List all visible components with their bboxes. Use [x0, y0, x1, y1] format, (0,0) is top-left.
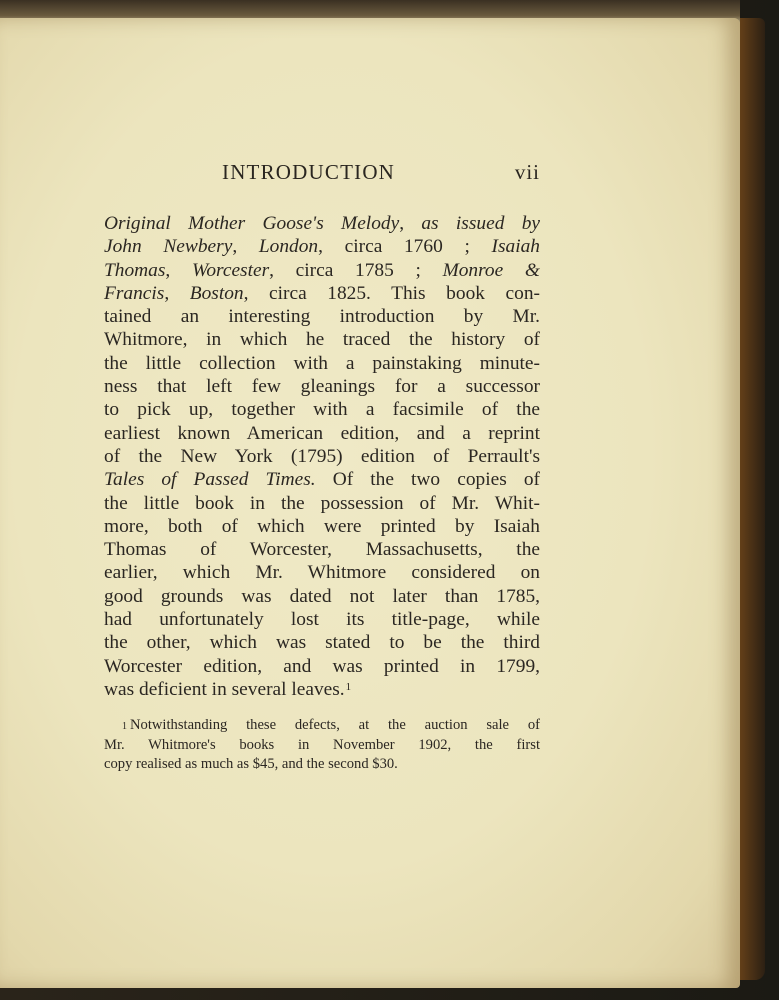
body-paragraph	[104, 212, 540, 701]
text-segment: the little collection with a painstaking minute-	[104, 352, 540, 374]
text-line	[104, 655, 540, 678]
text-segment: to pick up, together with a facsimile of the	[104, 399, 540, 421]
text-segment: earliest known American edition, and a reprint	[104, 422, 540, 444]
text-segment: the little book in the possession of Mr. Whit-	[104, 492, 540, 514]
text-segment: Thomas of Worcester, Massachusetts, the	[104, 539, 540, 561]
text-segment: earlier, which Mr. Whitmore considered on	[104, 562, 540, 584]
italic-text: John Newbery	[104, 236, 233, 258]
italic-text: Original Mother Goose's Melody	[104, 213, 400, 234]
text-segment: ,	[399, 213, 422, 234]
italic-text: Monroe &	[442, 259, 540, 281]
text-line	[104, 631, 540, 654]
text-line	[104, 282, 540, 305]
text-segment: was deficient in several leaves.	[104, 678, 345, 700]
text-line	[104, 468, 540, 491]
text-segment: the other, which was stated to be the third	[104, 632, 540, 654]
italic-text: Tales of Passed Times.	[104, 469, 316, 491]
text-segment: had unfortunately lost its title-page, while	[104, 609, 540, 631]
text-segment: ,	[165, 259, 192, 281]
text-line	[104, 328, 540, 351]
text-line	[104, 375, 540, 398]
footnote-text: copy realised as much as $45, and the second $30.	[104, 756, 398, 772]
footnote	[104, 716, 540, 775]
italic-text: Francis	[104, 282, 165, 304]
text-segment: Worcester edition, and was printed in 1799,	[104, 655, 540, 677]
footnote-text: Notwithstanding these defects, at the auction sale of	[130, 717, 540, 733]
text-segment: ness that left few gleanings for a successor	[104, 376, 540, 398]
text-segment: tained an interesting introduction by Mr.	[104, 306, 540, 328]
footnote-line	[104, 736, 540, 756]
text-line	[104, 561, 540, 584]
text-segment: Of the two copies of	[315, 469, 540, 491]
text-line	[104, 235, 540, 258]
text-segment: of the New York (1795) edition of Perrault's	[104, 445, 540, 467]
running-title: INTRODUCTION	[222, 160, 396, 184]
text-line	[104, 305, 540, 328]
italic-text: Thomas	[104, 259, 166, 281]
text-line	[104, 608, 540, 631]
italic-text: Boston	[189, 282, 244, 304]
text-segment: , circa 1760 ;	[318, 236, 492, 258]
text-line	[104, 538, 540, 561]
text-line	[104, 259, 540, 282]
text-segment: ,	[232, 236, 259, 258]
italic-text: London	[258, 236, 319, 258]
text-segment: , circa 1825. This book con-	[243, 282, 540, 304]
text-segment: Whitmore, in which he traced the history of	[104, 329, 540, 351]
text-line	[104, 422, 540, 445]
text-line	[104, 585, 540, 608]
text-line	[104, 492, 540, 515]
text-line	[104, 212, 540, 235]
italic-text: Isaiah	[491, 236, 540, 258]
footnote-reference: 1	[345, 680, 352, 693]
footnote-marker: 1	[122, 721, 127, 732]
footnote-line	[104, 716, 540, 736]
text-line	[104, 352, 540, 375]
page-number: vii	[514, 160, 540, 184]
text-line	[104, 515, 540, 538]
text-segment: more, both of which were printed by Isaiah	[104, 515, 540, 537]
text-line	[104, 398, 540, 421]
footnote-line	[104, 755, 540, 775]
text-line	[104, 445, 540, 468]
text-line	[104, 678, 540, 701]
text-segment: , circa 1785 ;	[269, 259, 443, 281]
text-segment: good grounds was dated not later than 1785,	[104, 585, 540, 607]
footnote-text: Mr. Whitmore's books in November 1902, the first	[104, 736, 540, 753]
text-segment: ,	[164, 282, 190, 304]
running-header	[222, 160, 540, 192]
italic-text: Worcester	[191, 259, 270, 281]
italic-text: as issued by	[421, 213, 540, 234]
